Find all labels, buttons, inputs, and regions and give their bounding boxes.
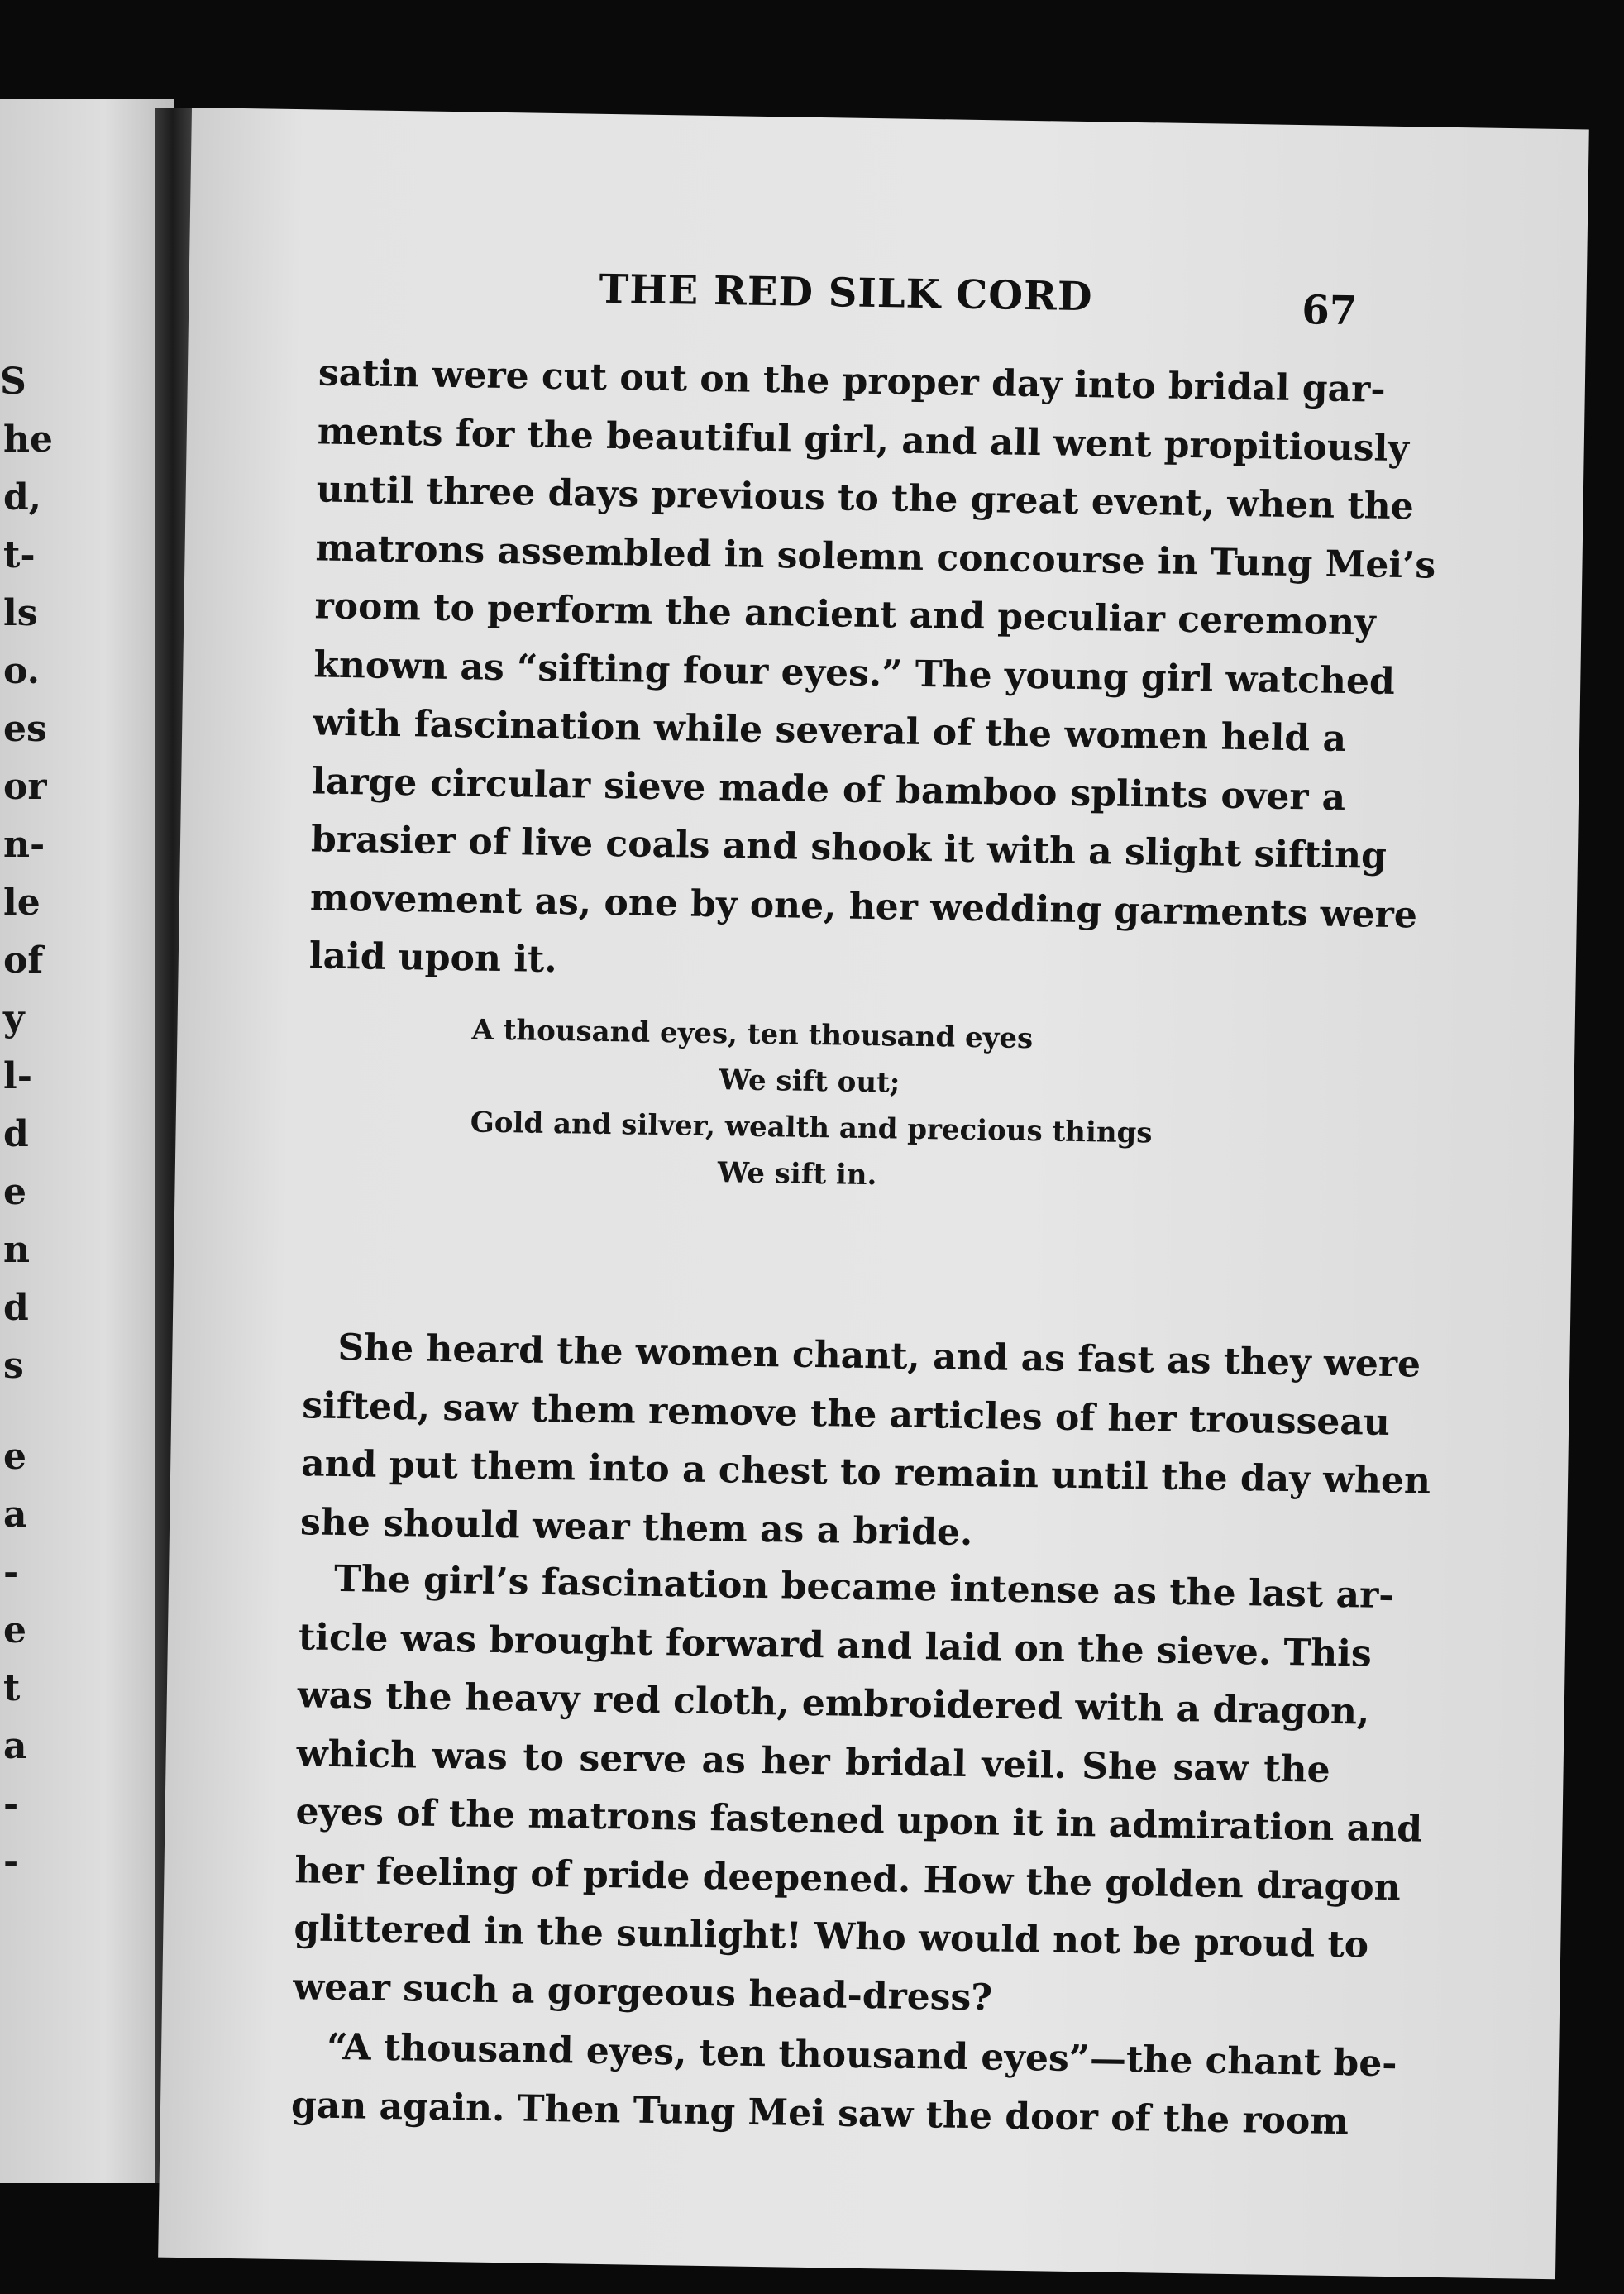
text-line: until three days previous to the great event, when the [316,468,1415,528]
text-line: “A thousand eyes, ten thousand eyes”—the chant be- [326,2025,1397,2086]
left-page-fragment: a [3,1493,27,1536]
left-page-fragment: e [3,1609,26,1651]
text-line: sifted, saw them remove the articles of her trousseau [301,1384,1391,1444]
left-page-fragment: n [3,1229,30,1271]
running-title: THE RED SILK CORD [599,265,1093,321]
text-line: satin were cut out on the proper day into bridal gar- [318,351,1387,411]
left-page-fragment: s [3,1345,24,1387]
paragraph-3 [292,1550,1423,2033]
book-page [158,108,1589,2279]
left-page-fragment: of [3,939,44,982]
text-line: with fascination while several of the women held a [312,701,1347,761]
text-line: was the heavy red cloth, embroidered with a dragon, [297,1674,1370,1733]
left-page-fragment: e [3,1171,26,1213]
left-page-fragment: or [3,766,47,808]
text-line: matrons assembled in solemn concourse in Tung Mei’s [315,526,1436,587]
left-page-fragment: he [3,418,53,461]
left-page-fragment: S [0,361,26,403]
left-page-fragment: t- [3,534,36,576]
paragraph-1 [308,344,1436,1001]
left-page-fragment: n- [3,824,45,866]
text-line: large circular sieve made of bamboo splints over a [311,759,1346,819]
left-page-fragment: a [3,1725,27,1767]
text-line: she should wear them as a bride. [299,1500,973,1554]
text-line: wear such a gorgeous head-dress? [292,1965,993,2019]
text-line: gan again. Then Tung Mei saw the door of the room [290,2083,1349,2143]
left-page-fragment: le [3,882,41,924]
text-line: glittered in the sunlight! Who would not be proud to [294,1907,1369,1967]
left-page-fragment: es [3,708,47,750]
poem-line: We sift out; [719,1063,900,1100]
left-page-fragment: - [3,1551,19,1594]
text-line: room to perform the ancient and peculiar ceremony [314,585,1377,644]
left-page-fragment: ls [3,592,38,634]
text-line: laid upon it. [308,934,558,982]
poem-line: We sift in. [717,1156,877,1192]
poem-block [469,1006,1265,1204]
text-line: her feeling of pride deepened. How the golden dragon [294,1848,1402,1909]
left-page-fragment: o. [3,650,40,692]
text-line: eyes of the matrons fastened upon it in admiration and [295,1790,1423,1851]
paragraph-2 [299,1318,1431,1568]
poem-line: Gold and silver, wealth and precious things [470,1106,1153,1150]
left-page-fragment: - [3,1841,19,1883]
text-line: and put them into a chest to remain until the day when [300,1442,1431,1503]
text-line: movement as, one by one, her wedding garments were [309,876,1418,936]
page-number: 67 [1301,287,1358,335]
left-page-sliver [0,99,174,2183]
paragraph-4 [290,2018,1397,2151]
text-line: The girl’s fascination became intense as the last ar- [333,1557,1394,1618]
text-line: She heard the women chant, and as fast as they were [337,1326,1421,1386]
text-line: ticle was brought forward and laid on the sieve. This [298,1615,1373,1675]
text-line: known as “sifting four eyes.” The young girl watched [313,643,1396,703]
left-page-fragment: d, [3,476,42,519]
left-page-fragment: y [3,997,25,1039]
text-line: which was to serve as her bridal veil. She saw the [296,1732,1331,1791]
left-page-fragment: l- [3,1055,32,1097]
left-page-fragment: - [3,1783,19,1825]
left-page-fragment: d [3,1113,29,1155]
text-line: ments for the beautiful girl, and all went propitiously [317,409,1410,470]
left-page-fragment: d [3,1287,29,1329]
left-page-fragment: t [3,1667,21,1709]
left-page-fragment: e [3,1436,26,1478]
poem-line: A thousand eyes, ten thousand eyes [471,1013,1034,1056]
text-line: brasier of live coals and shook it with a slight sifting [310,818,1388,877]
